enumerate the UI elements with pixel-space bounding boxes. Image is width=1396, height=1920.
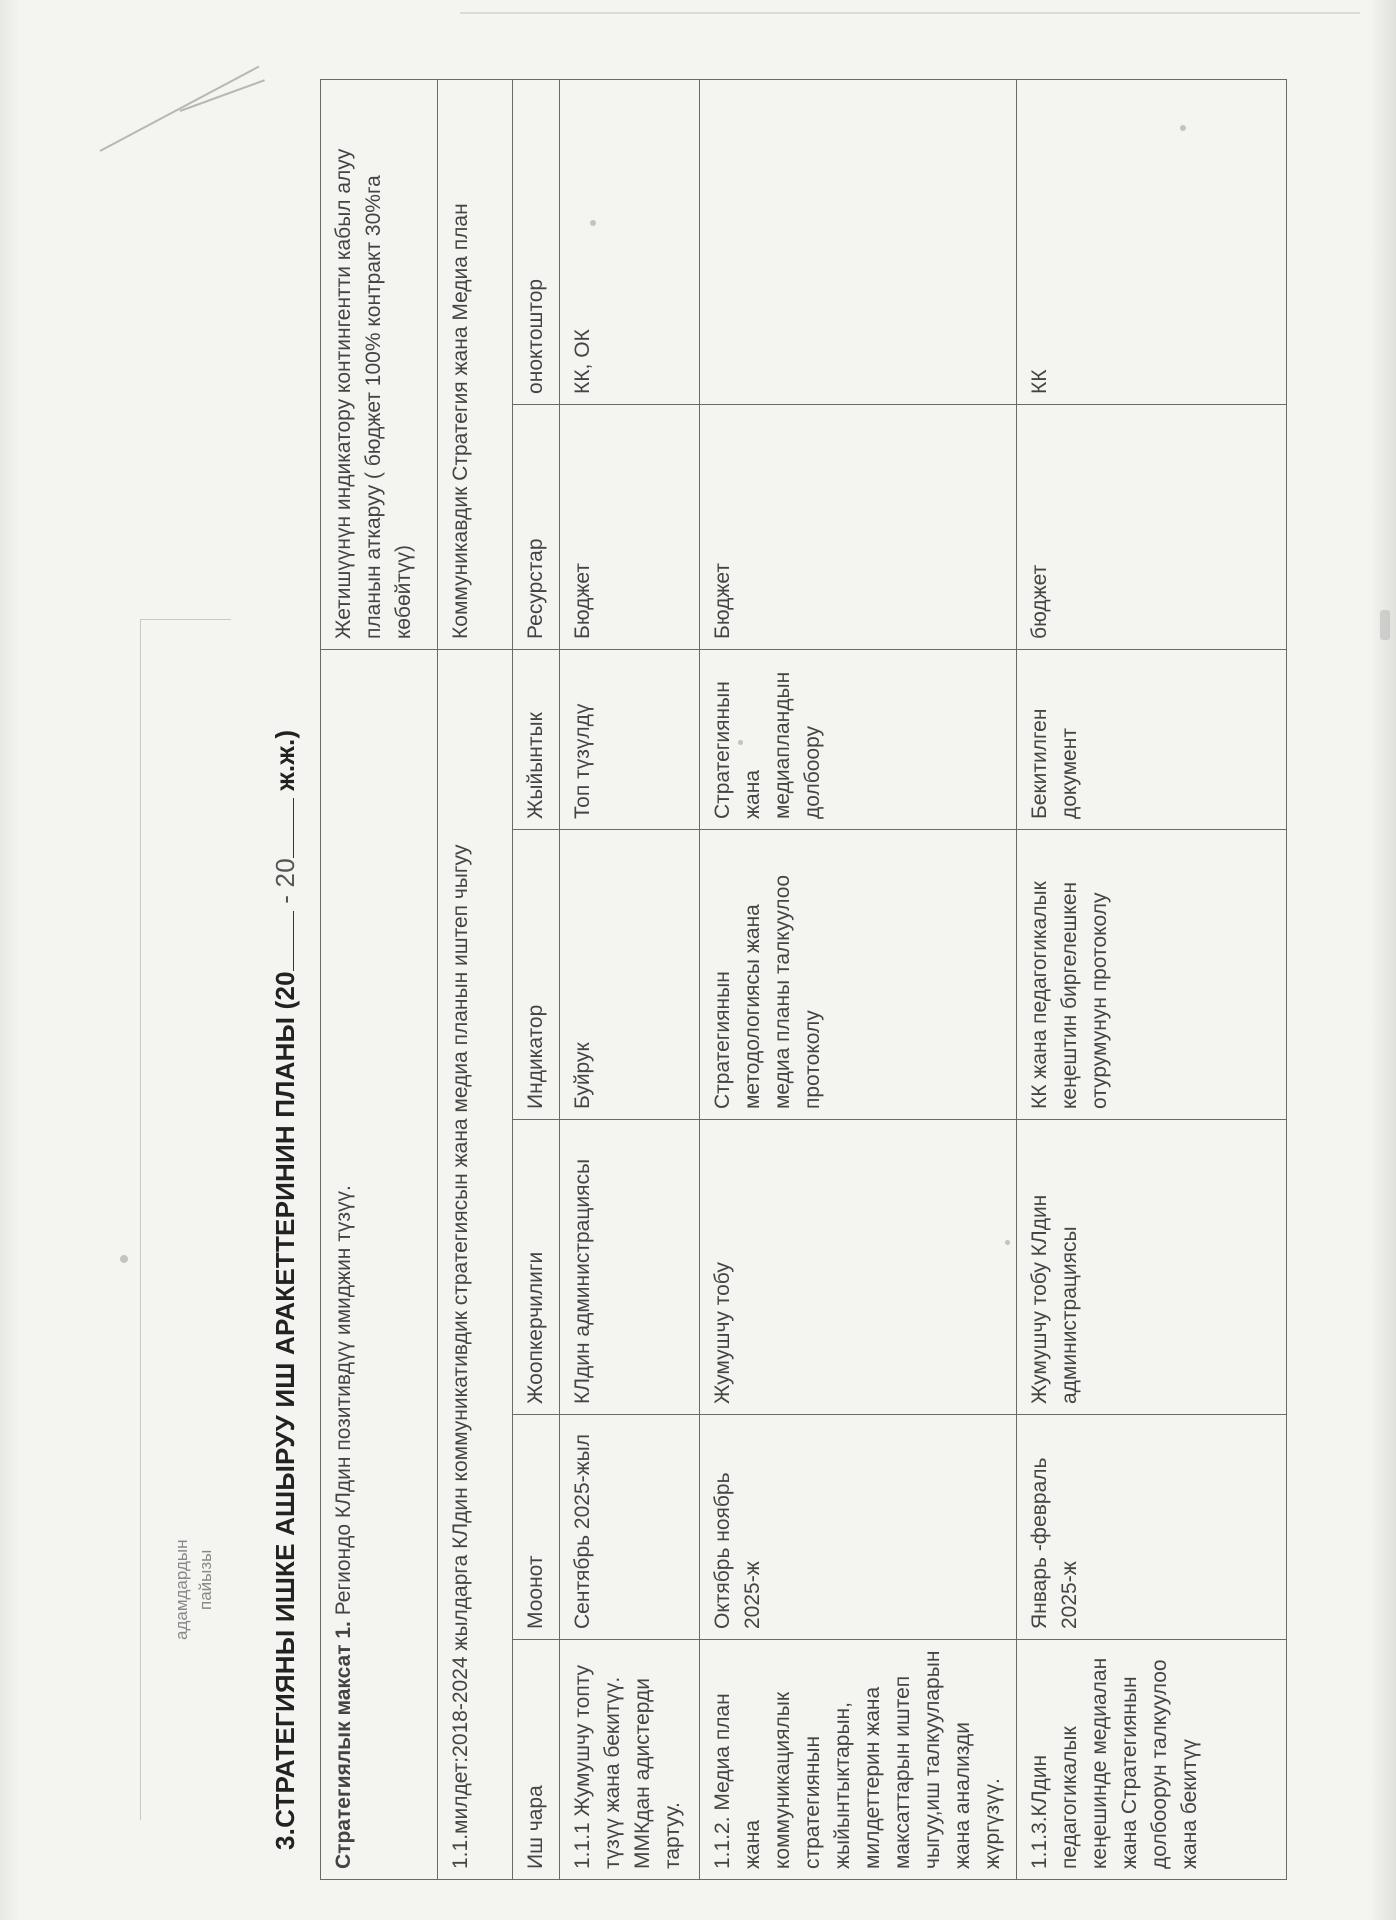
strategic-goal-cell <box>321 649 438 1879</box>
cell-indicator: КК жана педагогикалык кеңештин биргелешкен отурумунун протоколу <box>1017 830 1287 1120</box>
cell-result: Топ түзүлдү <box>560 649 700 829</box>
section-title-suffix: ж.ж.) <box>270 729 300 791</box>
action-plan-table <box>320 79 1287 1880</box>
cell-action: 1.1.1 Жумушчу топту түзүү жана бекитүү. ММКдан адистерди тартуу. <box>560 1640 700 1880</box>
table-row <box>700 79 1017 1879</box>
cell-responsible: Жумушчу тобу <box>700 1120 1017 1415</box>
cell-responsible: Жумушчу тобу КЛдин администрациясы <box>1017 1120 1287 1415</box>
cell-result: Бекитилген документ <box>1017 649 1287 829</box>
cell-notes: КК, ОК <box>560 79 700 404</box>
task-row <box>438 79 513 1879</box>
previous-text-line: адамдардын <box>172 1539 191 1640</box>
header-indicator: Индикатор <box>513 830 560 1120</box>
strategic-goal-row <box>321 79 438 1879</box>
previous-text-line: пайызы <box>196 1549 215 1610</box>
table-header-row <box>513 79 560 1879</box>
header-result: Жыйынтык <box>513 649 560 829</box>
header-responsible: Жоопкерчилиги <box>513 1120 560 1415</box>
cell-resources: Бюджет <box>560 404 700 649</box>
cell-notes: КК <box>1017 79 1287 404</box>
goal-indicator-cell: Жетишүүнүн индикатору контингентти кабыл алуу планын аткаруу ( бюджет 100% контракт 30%га көбөйтүү) <box>321 79 438 649</box>
cell-responsible: КЛдин администрациясы <box>560 1120 700 1415</box>
cell-action: 1.1.3.КЛдин педагогикалык кеңешинде медиалан жана Стратегиянын долбоорун талкуулоо жана бекитүү <box>1017 1640 1287 1880</box>
strategic-goal-label: Стратегиялык максат 1. <box>332 1621 355 1869</box>
table-row <box>1017 79 1287 1879</box>
scan-smudge <box>1380 610 1390 640</box>
header-resources: Ресурстар <box>513 404 560 649</box>
header-term: Моонот <box>513 1415 560 1640</box>
cell-resources: Бюджет <box>700 404 1017 649</box>
task-indicator-cell: Коммуникавдик Стратегия жана Медиа план <box>438 79 513 649</box>
header-notes: оноктоштор <box>513 79 560 404</box>
cell-term: Октябрь ноябрь 2025-ж <box>700 1415 1017 1640</box>
cell-term: Январь -февраль 2025-ж <box>1017 1415 1287 1640</box>
section-title-middle: - 20 <box>270 858 300 904</box>
cell-result: Стратегиянын жана медиапландын долбоору <box>700 649 1017 829</box>
task-cell: 1.1.милдет:2018-2024 жылдарга КЛдин коммуникативдик стратегиясын жана медиа планын иштеп чыгуу <box>438 649 513 1879</box>
cell-indicator: Буйрук <box>560 830 700 1120</box>
section-title-prefix: 3.СТРАТЕГИЯНЫ ИШКЕ АШЫРУУ ИШ АРАКЕТТЕРИНИН ПЛАНЫ (20 <box>270 971 300 1850</box>
strategic-goal-text: Региондо КЛдин позитивдүү имиджин түзүү. <box>332 1185 355 1616</box>
table-row <box>560 79 700 1879</box>
previous-table-text <box>170 1540 218 1640</box>
cell-indicator: Стратегиянын методологиясы жана медиа планы талкуулоо протоколу <box>700 830 1017 1120</box>
cell-resources: бюджет <box>1017 404 1287 649</box>
section-title <box>270 730 301 1850</box>
rotated-page <box>20 40 1280 1880</box>
scan-streak <box>460 12 1360 14</box>
cell-notes <box>700 79 1017 404</box>
cell-term: Сентябрь 2025-жыл <box>560 1415 700 1640</box>
cell-action: 1.1.2. Медиа план жана коммуникациялык стратегиянын жыйынтыктарын, милдеттерин жана максаттарын иштеп чыгуу,иш талкууларын жана анализди жүргүзүү. <box>700 1640 1017 1880</box>
header-action: Иш чара <box>513 1640 560 1880</box>
